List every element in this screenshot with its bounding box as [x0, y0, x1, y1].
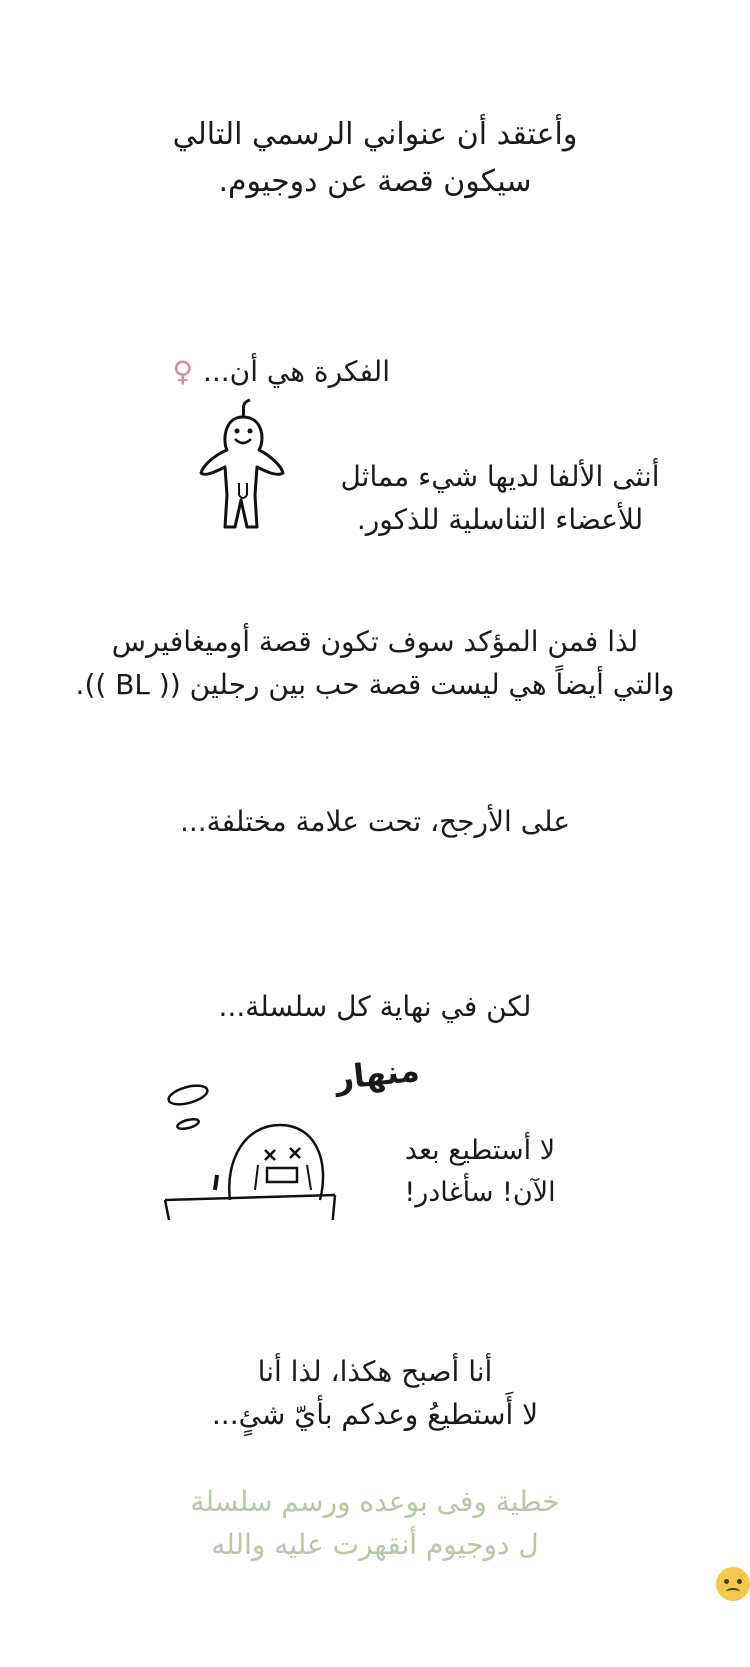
collapsed-caption: منهار	[333, 1050, 422, 1098]
intro-line-1: وأعتقد أن عنواني الرسمي التالي	[172, 117, 578, 152]
intro-text	[0, 112, 750, 205]
intro-line-2: سيكون قصة عن دوجيوم.	[218, 163, 532, 199]
cant-line-1: لا أستطيع بعد	[404, 1135, 556, 1166]
crying-face-icon	[716, 1567, 750, 1601]
note-line-2: ل دوجيوم أنقهرت عليه والله	[211, 1528, 539, 1562]
cant-continue-text	[380, 1130, 580, 1214]
idea-text: الفكرة هي أن...	[202, 355, 390, 388]
note-line-1: خطية وفى بوعده ورسم سلسلة	[190, 1485, 560, 1518]
idea-row	[150, 355, 390, 388]
omega-text	[0, 620, 750, 707]
omega-line-2: والتي أيضاً هي ليست قصة حب بين رجلين (( BL )).	[75, 668, 675, 702]
female-symbol-icon: ♀	[172, 355, 193, 388]
note-line-2-row	[0, 1523, 750, 1600]
becoming-line-2: لا أَستطيعُ وعدكم بأيّ شئٍ...	[211, 1398, 539, 1432]
omega-line-1: لذا فمن المؤكد سوف تكون قصة أوميغافيرس	[111, 625, 639, 658]
becoming-line-1: أنا أصبح هكذا، لذا أنا	[257, 1355, 493, 1388]
alpha-figure-drawing	[195, 395, 295, 535]
crying-figure-drawing	[155, 1080, 365, 1220]
alpha-text	[330, 455, 670, 542]
cant-line-2: الآن! سأغادر!	[404, 1176, 556, 1208]
alpha-line-2: للأعضاء التناسلية للذكور.	[356, 503, 644, 537]
becoming-text	[0, 1350, 750, 1437]
translator-note	[0, 1480, 750, 1601]
alpha-line-1: أنثى الألفا لديها شيء مماثل	[340, 460, 660, 493]
series-end-text: لكن في نهاية كل سلسلة...	[218, 990, 532, 1023]
likely-text: على الأرجح، تحت علامة مختلفة...	[179, 805, 571, 838]
